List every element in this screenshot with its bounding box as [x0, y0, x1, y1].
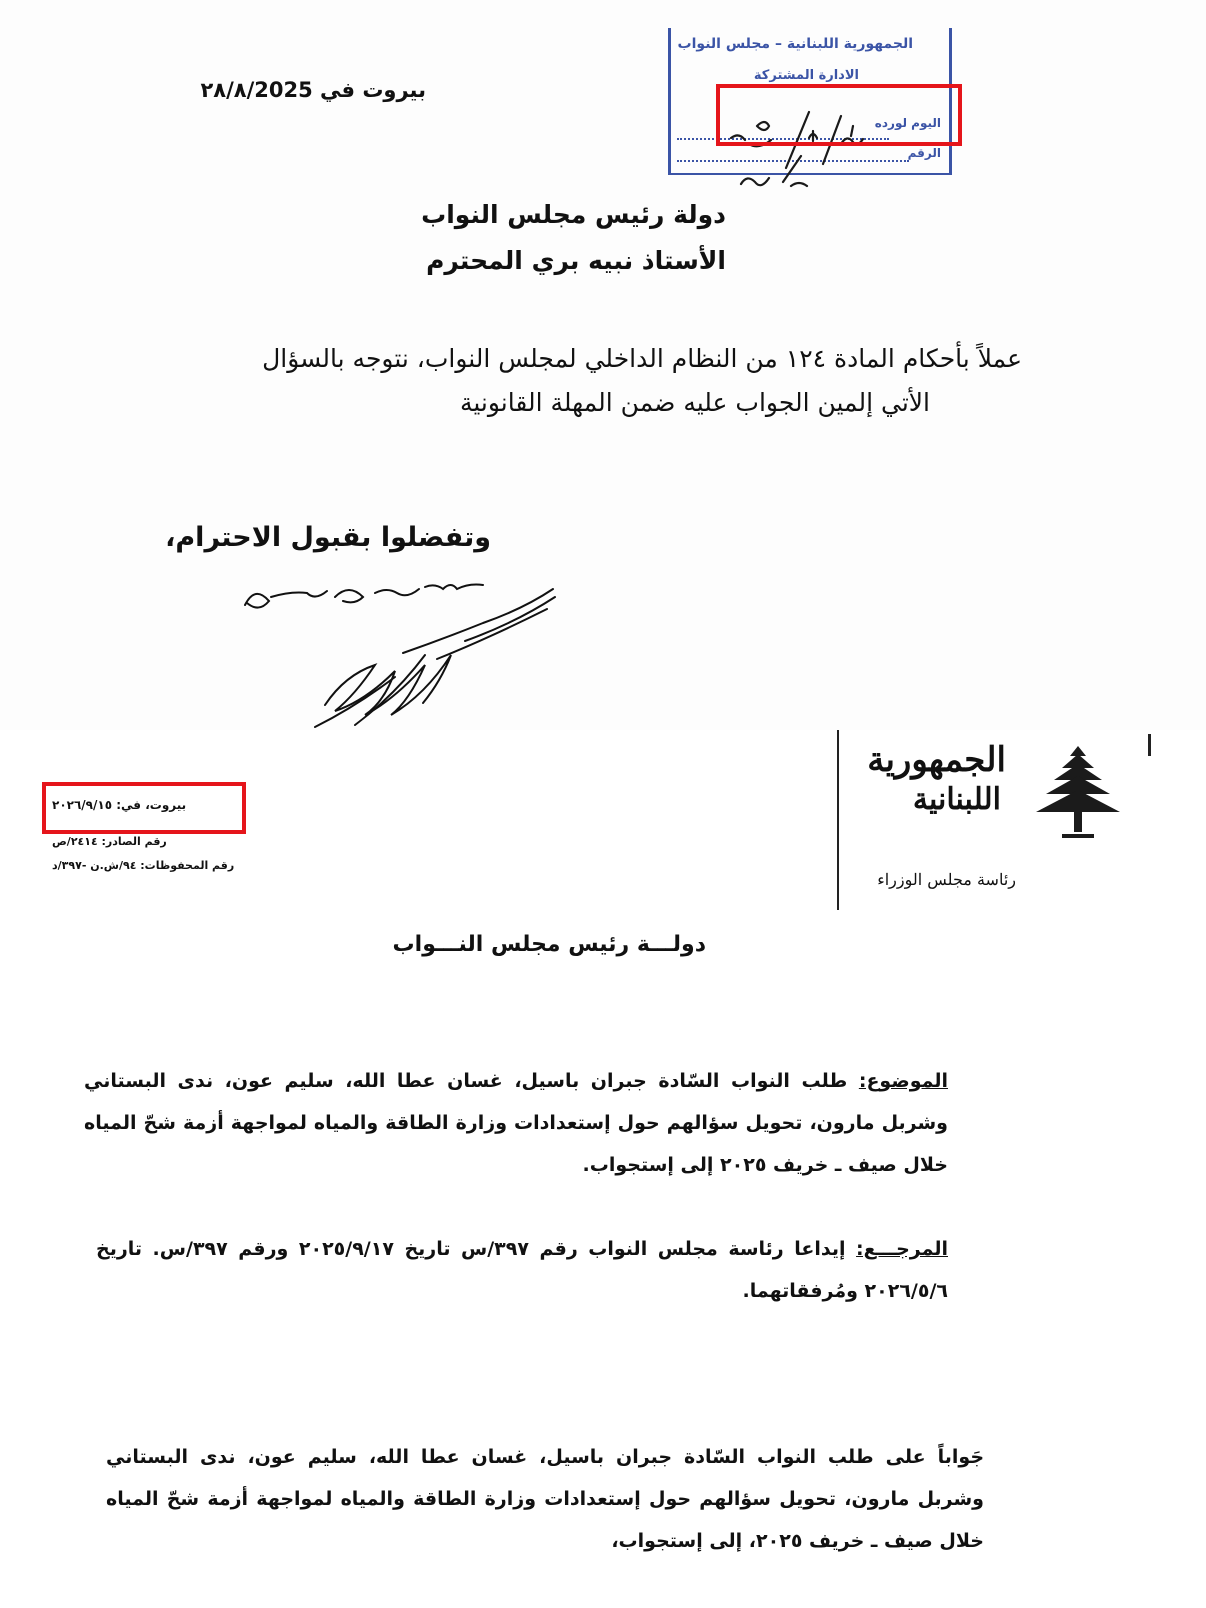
- archive-reference-number: رقم المحفوظات: ٩٤/ش.ن -٣٩٧/د: [52, 859, 235, 872]
- answer-label: جَواباً: [937, 1446, 985, 1468]
- letter1-closing: وتفضلوا بقبول الاحترام،: [165, 522, 491, 553]
- date-highlight-box: [716, 84, 962, 146]
- header-republic-line1: الجمهورية: [867, 740, 1006, 780]
- outgoing-reference-number: رقم الصادر: ٢٤١٤/ص: [52, 835, 167, 848]
- letter-page-1: [0, 0, 1206, 730]
- letter1-addressee-name: الأستاذ نبيه بري المحترم: [426, 246, 726, 275]
- letter2-addressee: دولـــة رئيس مجلس النـــواب: [392, 932, 706, 957]
- answer-text: على طلب النواب السّادة جبران باسيل، غسان عطا الله، سليم عون، ندى البستاني وشربل مارون، تحويل سؤالهم حول إستعدادات وزارة الطاقة والمياه لمواجهة أزمة شحّ المياه خلال صيف ـ خريف ٢٠٢٥، إلى إستجواب،: [106, 1446, 984, 1552]
- cedar-emblem-icon: [1032, 742, 1124, 842]
- letter2-date: بيروت، في: ٢٠٢٦/٩/١٥: [52, 798, 187, 812]
- header-presidency: رئاسة مجلس الوزراء: [877, 870, 1016, 889]
- date-highlight-box: [42, 782, 246, 834]
- reference-text: إيداعا رئاسة مجلس النواب رقم ٣٩٧/س تاريخ ٢٠٢٥/٩/١٧ ورقم ٣٩٧/س. تاريخ ٢٠٢٦/٥/٦ ومُرفقاتهما.: [96, 1238, 948, 1302]
- handwritten-signature: [235, 575, 575, 730]
- stamp-department: الادارة المشتركة: [753, 68, 859, 83]
- header-republic-line2: اللبنانية: [912, 782, 1001, 817]
- page-edge-mark: [1148, 734, 1151, 756]
- letter1-date: بيروت في ٢٨/٨/2025: [200, 78, 426, 102]
- subject-paragraph: [84, 1060, 948, 1186]
- stamp-number-label: الرقم: [907, 146, 941, 160]
- stamp-institution: الجمهورية اللبنانية – مجلس النواب: [677, 36, 913, 52]
- letter1-body-line: الأتي إلمين الجواب عليه ضمن المهلة القانونية: [459, 388, 930, 417]
- header-divider: [837, 730, 839, 910]
- letter1-addressee-title: دولة رئيس مجلس النواب: [421, 200, 726, 229]
- answer-paragraph: [106, 1436, 984, 1562]
- subject-text: طلب النواب السّادة جبران باسيل، غسان عطا الله، سليم عون، ندى البستاني وشربل مارون، تحويل سؤالهم حول إستعدادات وزارة الطاقة والمياه لمواجهة أزمة شحّ المياه خلال صيف ـ خريف ٢٠٢٥ إلى إستجواب.: [84, 1070, 948, 1176]
- stamp-day-label: اليوم لورده: [874, 116, 941, 130]
- reference-label: المرجـــع:: [856, 1238, 948, 1260]
- subject-label: الموضوع:: [858, 1070, 948, 1092]
- letter-page-2: [0, 730, 1206, 1608]
- reference-paragraph: [96, 1228, 948, 1312]
- letter1-body-line: عملاً بأحكام المادة ١٢٤ من النظام الداخلي لمجلس النواب، نتوجه بالسؤال: [262, 344, 1022, 373]
